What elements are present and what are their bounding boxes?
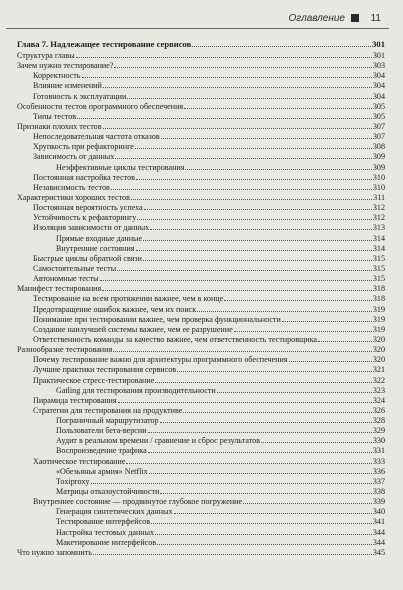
toc-entry-page: 310 bbox=[372, 182, 385, 192]
toc-entry bbox=[17, 192, 385, 202]
toc-entry bbox=[17, 527, 385, 537]
toc-entry bbox=[17, 283, 385, 293]
dot-leader bbox=[111, 182, 372, 190]
toc-entry-page: 305 bbox=[372, 111, 385, 121]
dot-leader bbox=[114, 60, 371, 68]
toc-entry-page: 307 bbox=[372, 121, 385, 131]
dot-leader bbox=[143, 233, 372, 241]
toc-entry-title: Что нужно запомнить bbox=[17, 547, 92, 557]
toc-entry-page: 319 bbox=[372, 324, 385, 334]
toc-entry-title: Готовность к эксплуатации bbox=[33, 91, 127, 101]
toc-entry-page: 340 bbox=[372, 507, 385, 517]
dot-leader bbox=[161, 131, 372, 139]
toc-entry-title: Устойчивость к рефакторингу bbox=[33, 213, 137, 223]
running-header bbox=[0, 0, 403, 26]
toc-entry-title: Тестирование интерфейсов bbox=[56, 517, 151, 527]
toc-entry-title: Генерация синтетических данных bbox=[56, 507, 173, 517]
toc-entry-page: 337 bbox=[372, 476, 385, 486]
toc-entry-page: 309 bbox=[372, 162, 385, 172]
toc-entry bbox=[17, 162, 385, 172]
square-marker-icon bbox=[351, 14, 359, 22]
toc-entry bbox=[17, 141, 385, 151]
toc-entry-page: 304 bbox=[372, 91, 385, 101]
dot-leader bbox=[135, 141, 372, 149]
toc-entry-title: Манифест тестирования bbox=[17, 284, 102, 294]
dot-leader bbox=[136, 243, 372, 251]
dot-leader bbox=[93, 547, 372, 555]
toc-entry-title: Лучшие практики тестирования сервисов bbox=[33, 365, 177, 375]
toc-entry-title: Зависимость от данных bbox=[33, 152, 115, 162]
toc-entry-title: Понимание при тестировании важнее, чем проверка функциональности bbox=[33, 314, 281, 324]
dot-leader bbox=[127, 91, 372, 99]
toc-entry-title: Глава 7. Надлежащее тестирование сервисов bbox=[17, 39, 192, 49]
dot-leader bbox=[184, 101, 372, 109]
header-divider bbox=[6, 28, 389, 29]
dot-leader bbox=[117, 263, 372, 271]
dot-leader bbox=[126, 456, 371, 464]
toc-entry-title: Структура главы bbox=[17, 51, 75, 60]
dot-leader bbox=[91, 476, 372, 484]
toc-entry-title: Стратегии для тестирования на продуктиве bbox=[33, 405, 183, 415]
dot-leader bbox=[261, 435, 372, 443]
toc-chapter-entry bbox=[17, 38, 385, 50]
toc-entry-title: Особенности тестов программного обеспечения bbox=[17, 101, 184, 111]
dot-leader bbox=[137, 212, 372, 220]
toc-entry-page: 331 bbox=[372, 446, 385, 456]
toc-entry-title: Неэффективные циклы тестирования bbox=[56, 162, 185, 172]
toc-entry-title: Хрупкость при рефакторинге bbox=[33, 142, 134, 152]
toc-entry-title: Самостоятельные тесты bbox=[33, 263, 117, 273]
toc-entry bbox=[17, 547, 385, 557]
dot-leader bbox=[143, 253, 372, 261]
dot-leader bbox=[155, 527, 372, 535]
toc-entry-page: 319 bbox=[372, 314, 385, 324]
toc-entry-page: 311 bbox=[373, 192, 385, 202]
dot-leader bbox=[234, 324, 372, 332]
toc-entry-page: 312 bbox=[372, 213, 385, 223]
toc-entry-title: Практическое стресс-тестирование bbox=[33, 375, 155, 385]
dot-leader bbox=[102, 283, 372, 291]
toc-entry-page: 301 bbox=[372, 51, 385, 60]
toc-entry bbox=[17, 172, 385, 182]
toc-entry-page: 329 bbox=[372, 426, 385, 436]
toc-entry bbox=[17, 233, 385, 243]
dot-leader bbox=[131, 192, 372, 200]
dot-leader bbox=[151, 516, 372, 524]
toc-entry bbox=[17, 182, 385, 192]
toc-entry-page: 305 bbox=[372, 101, 385, 111]
toc-entry-title: Постоянная вероятность успеха bbox=[33, 203, 143, 213]
dot-leader bbox=[100, 273, 372, 281]
dot-leader bbox=[115, 151, 372, 159]
page-number: 11 bbox=[370, 13, 381, 24]
dot-leader bbox=[144, 202, 372, 210]
toc-entry-title: Аудит в реальном времени / сравнение и сброс результатов bbox=[56, 436, 260, 446]
dot-leader bbox=[160, 415, 372, 423]
toc-entry bbox=[17, 415, 385, 425]
toc-entry bbox=[17, 324, 385, 334]
dot-leader bbox=[150, 222, 372, 230]
toc-entry-page: 320 bbox=[372, 355, 385, 365]
toc-entry bbox=[17, 304, 385, 314]
toc-entry bbox=[17, 344, 385, 354]
toc-entry bbox=[17, 314, 385, 324]
toc-entry bbox=[17, 486, 385, 496]
toc-entry bbox=[17, 516, 385, 526]
toc-entry-page: 315 bbox=[372, 263, 385, 273]
toc-entry bbox=[17, 375, 385, 385]
toc-entry-title: Признаки плохих тестов bbox=[17, 121, 102, 131]
dot-leader bbox=[185, 162, 371, 170]
dot-leader bbox=[103, 80, 372, 88]
toc-entry-title: Непоследовательная частота отказов bbox=[33, 132, 160, 142]
toc-entry-page: 307 bbox=[372, 132, 385, 142]
toc-entry-page: 303 bbox=[372, 61, 385, 71]
dot-leader bbox=[148, 445, 372, 453]
toc-entry-page: 322 bbox=[372, 375, 385, 385]
toc-entry-page: 318 bbox=[372, 294, 385, 304]
toc-entry bbox=[17, 111, 385, 121]
toc-entry-page: 308 bbox=[372, 142, 385, 152]
dot-leader bbox=[82, 70, 372, 78]
toc-entry bbox=[17, 405, 385, 415]
toc-entry bbox=[17, 456, 385, 466]
toc-entry-title: Типы тестов bbox=[33, 111, 77, 121]
dot-leader bbox=[136, 172, 372, 180]
toc-entry bbox=[17, 496, 385, 506]
toc-entry-title: Изоляция зависимости от данных bbox=[33, 223, 150, 233]
toc-entry-title: Почему тестирование важно для архитектуры программного обеспечения bbox=[33, 355, 288, 365]
toc-entry-page: 326 bbox=[372, 405, 385, 415]
toc-entry-page: 315 bbox=[372, 274, 385, 284]
dot-leader bbox=[224, 293, 372, 301]
toc-entry-page: 320 bbox=[372, 334, 385, 344]
dot-leader bbox=[157, 537, 372, 545]
toc-entry-page: 323 bbox=[372, 385, 385, 395]
toc-entry-page: 344 bbox=[372, 537, 385, 547]
toc-entry bbox=[17, 263, 385, 273]
toc-entry-title: Ответственность команды за качество важнее, чем ответственность тестировщика bbox=[33, 334, 318, 344]
toc-entry bbox=[17, 121, 385, 131]
toc-entry bbox=[17, 222, 385, 232]
toc-entry-title: Зачем нужно тестирование? bbox=[17, 61, 114, 71]
toc-entry-title: Независимость тестов bbox=[33, 182, 110, 192]
toc-entry bbox=[17, 425, 385, 435]
toc-entry bbox=[17, 202, 385, 212]
toc-entry-page: 320 bbox=[372, 345, 385, 355]
toc-entry-page: 314 bbox=[372, 233, 385, 243]
toc-entry-page: 336 bbox=[372, 466, 385, 476]
dot-leader bbox=[160, 486, 371, 494]
dot-leader bbox=[192, 39, 371, 47]
toc-entry bbox=[17, 80, 385, 90]
toc-entry-title: Автономные тесты bbox=[33, 274, 99, 284]
toc-entry-page: 312 bbox=[372, 203, 385, 213]
toc-entry-page: 338 bbox=[372, 487, 385, 497]
dot-leader bbox=[155, 375, 372, 383]
toc-entry bbox=[17, 476, 385, 486]
toc-entry-page: 309 bbox=[372, 152, 385, 162]
dot-leader bbox=[113, 344, 372, 352]
toc-entry bbox=[17, 466, 385, 476]
toc-entry-title: Пирамида тестирования bbox=[33, 395, 117, 405]
toc-entry-title: Прямые входные данные bbox=[56, 233, 143, 243]
toc-entry-title: Пользователи бета-версии bbox=[56, 426, 147, 436]
dot-leader bbox=[318, 334, 372, 342]
dot-leader bbox=[243, 496, 372, 504]
toc-entry-page: 345 bbox=[372, 547, 385, 557]
toc-entry-title: Создание наилучшей системы важнее, чем ее разрушение bbox=[33, 324, 233, 334]
toc-entry-page: 328 bbox=[372, 416, 385, 426]
toc-entry-page: 344 bbox=[372, 527, 385, 537]
toc-entry-title: Toxiproxy bbox=[56, 476, 90, 486]
toc-entry bbox=[17, 445, 385, 455]
toc-entry-page: 304 bbox=[372, 71, 385, 81]
toc-entry-title: Постоянная настройка тестов bbox=[33, 172, 135, 182]
toc-entry-title: Настройка тестовых данных bbox=[56, 527, 155, 537]
toc-entry-title: Пограничный маршрутизатор bbox=[56, 416, 159, 426]
toc-entry-page: 301 bbox=[372, 39, 385, 49]
dot-leader bbox=[148, 425, 372, 433]
toc-entry-page: 321 bbox=[372, 365, 385, 375]
toc-entry-page: 315 bbox=[372, 253, 385, 263]
toc-entry-title: «Обезьянья армия» Netflix bbox=[56, 466, 148, 476]
toc-entry-title: Gatling для тестирования производительности bbox=[56, 385, 216, 395]
toc-entry bbox=[17, 50, 385, 60]
toc-entry bbox=[17, 60, 385, 70]
dot-leader bbox=[103, 121, 372, 129]
toc-entry-page: 330 bbox=[372, 436, 385, 446]
dot-leader bbox=[289, 354, 372, 362]
toc-entry bbox=[17, 385, 385, 395]
toc-entry-title: Макетирование интерфейсов bbox=[56, 537, 157, 547]
toc-entry bbox=[17, 354, 385, 364]
section-title: Оглавление bbox=[288, 13, 345, 24]
toc-entry-page: 313 bbox=[372, 223, 385, 233]
dot-leader bbox=[149, 466, 372, 474]
dot-leader bbox=[217, 385, 372, 393]
toc-entry-page: 319 bbox=[372, 304, 385, 314]
toc-entry bbox=[17, 151, 385, 161]
toc-entry-title: Хаотическое тестирование bbox=[33, 456, 126, 466]
dot-leader bbox=[77, 111, 372, 119]
dot-leader bbox=[177, 364, 372, 372]
toc-entry bbox=[17, 131, 385, 141]
dot-leader bbox=[76, 50, 372, 58]
toc-entry bbox=[17, 537, 385, 547]
toc-entry bbox=[17, 70, 385, 80]
toc-entry bbox=[17, 101, 385, 111]
toc-entry bbox=[17, 364, 385, 374]
toc-entry-page: 341 bbox=[372, 517, 385, 527]
toc-entry-page: 314 bbox=[372, 243, 385, 253]
toc-entry-title: Разнообразие тестирования bbox=[17, 345, 113, 355]
toc-entry-title: Быстрые циклы обратной связи bbox=[33, 253, 142, 263]
toc-entry-title: Характеристики хороших тестов bbox=[17, 192, 130, 202]
toc-entry bbox=[17, 273, 385, 283]
dot-leader bbox=[183, 405, 371, 413]
toc-entry-title: Матрицы отказоустойчивости bbox=[56, 487, 160, 497]
toc-entry-title: Влияние изменений bbox=[33, 81, 102, 91]
dot-leader bbox=[118, 395, 372, 403]
dot-leader bbox=[174, 506, 372, 514]
toc-entry bbox=[17, 334, 385, 344]
toc-entry-page: 324 bbox=[372, 395, 385, 405]
toc-entry bbox=[17, 395, 385, 405]
toc-entry-page: 333 bbox=[372, 456, 385, 466]
toc-entry-title: Корректность bbox=[33, 71, 81, 81]
dot-leader bbox=[197, 304, 372, 312]
toc-entry-title: Внутренние состояния bbox=[56, 243, 135, 253]
toc-entry bbox=[17, 253, 385, 263]
toc-entry bbox=[17, 506, 385, 516]
toc-entry-title: Предотвращение ошибок важнее, чем их поиск bbox=[33, 304, 197, 314]
toc-entry bbox=[17, 243, 385, 253]
toc-entry-page: 304 bbox=[372, 81, 385, 91]
dot-leader bbox=[282, 314, 372, 322]
toc-entry-page: 339 bbox=[372, 497, 385, 507]
toc-entry bbox=[17, 293, 385, 303]
toc-entry bbox=[17, 435, 385, 445]
toc-entry-title: Внутреннее состояние — продвинутое глубокое погружение bbox=[33, 497, 243, 507]
toc-entry-page: 310 bbox=[372, 172, 385, 182]
toc-entry-title: Воспроизведение трафика bbox=[56, 446, 147, 456]
toc-entry bbox=[17, 212, 385, 222]
toc-entry-title: Тестирование на всем протяжении важнее, чем в конце bbox=[33, 294, 224, 304]
toc-entry-page: 318 bbox=[372, 284, 385, 294]
table-of-contents bbox=[17, 38, 385, 557]
toc-entry bbox=[17, 91, 385, 101]
